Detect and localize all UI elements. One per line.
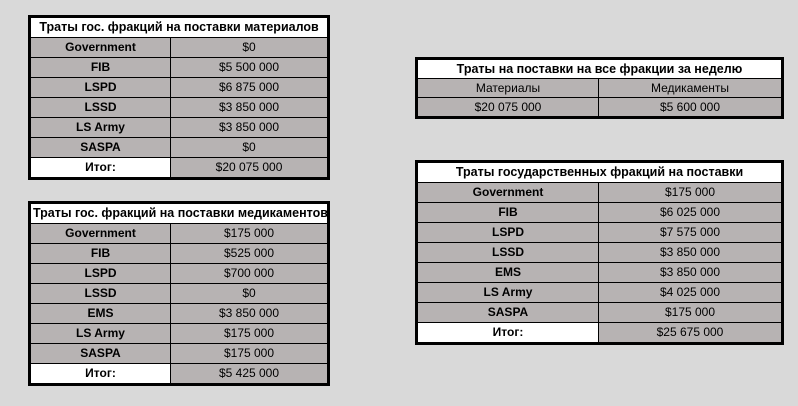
spending-value: $175 000 <box>171 324 329 344</box>
table-row <box>30 264 329 284</box>
spending-value: $525 000 <box>171 244 329 264</box>
faction-name: FIB <box>417 203 599 223</box>
spending-value: $6 025 000 <box>599 203 783 223</box>
faction-name: SASPA <box>30 138 171 158</box>
spending-value: $0 <box>171 38 329 58</box>
table-row <box>417 263 783 283</box>
header-row <box>417 79 783 98</box>
medicine-spending-table <box>28 201 330 386</box>
spending-value: $5 500 000 <box>171 58 329 78</box>
column-header-medicine: Медикаменты <box>599 79 783 98</box>
spending-value: $700 000 <box>171 264 329 284</box>
faction-name: Government <box>417 183 599 203</box>
spending-value: $3 850 000 <box>599 263 783 283</box>
spending-value: $175 000 <box>171 344 329 364</box>
table-row <box>417 283 783 303</box>
table-row <box>417 98 783 118</box>
table-row <box>30 224 329 244</box>
government-table-title: Траты государственных фракций на поставки <box>417 162 783 183</box>
spending-value: $7 575 000 <box>599 223 783 243</box>
table-row <box>30 324 329 344</box>
weekly-table-title: Траты на поставки на все фракции за неделю <box>417 59 783 79</box>
column-header-materials: Материалы <box>417 79 599 98</box>
faction-name: FIB <box>30 244 171 264</box>
faction-name: SASPA <box>30 344 171 364</box>
faction-name: LS Army <box>30 118 171 138</box>
materials-table-title: Траты гос. фракций на поставки материалов <box>30 17 329 38</box>
faction-name: SASPA <box>417 303 599 323</box>
spending-value: $3 850 000 <box>171 304 329 324</box>
spending-value: $4 025 000 <box>599 283 783 303</box>
faction-name: LS Army <box>417 283 599 303</box>
medicine-table-title: Траты гос. фракций на поставки медикаментов <box>30 203 329 224</box>
faction-name: EMS <box>30 304 171 324</box>
faction-name: LS Army <box>30 324 171 344</box>
faction-name: LSSD <box>30 284 171 304</box>
table-row <box>417 243 783 263</box>
total-value: $25 675 000 <box>599 323 783 344</box>
table-row <box>30 58 329 78</box>
table-row <box>417 183 783 203</box>
spending-value: $0 <box>171 138 329 158</box>
weekly-spending-table <box>415 57 784 119</box>
table-row <box>30 284 329 304</box>
table-row <box>30 38 329 58</box>
total-row <box>30 158 329 179</box>
faction-name: LSPD <box>30 264 171 284</box>
government-factions-spending-table <box>415 160 784 345</box>
table-row <box>30 344 329 364</box>
total-row <box>417 323 783 344</box>
spending-value: $175 000 <box>599 183 783 203</box>
spending-value: $175 000 <box>599 303 783 323</box>
faction-name: EMS <box>417 263 599 283</box>
spending-value: $3 850 000 <box>171 98 329 118</box>
faction-name: Government <box>30 224 171 244</box>
total-row <box>30 364 329 385</box>
spending-value: $6 875 000 <box>171 78 329 98</box>
table-row <box>417 203 783 223</box>
faction-name: Government <box>30 38 171 58</box>
spending-value: $3 850 000 <box>171 118 329 138</box>
spending-value: $3 850 000 <box>599 243 783 263</box>
materials-weekly-value: $20 075 000 <box>417 98 599 118</box>
faction-name: LSPD <box>417 223 599 243</box>
table-row <box>30 138 329 158</box>
total-value: $20 075 000 <box>171 158 329 179</box>
faction-name: LSSD <box>417 243 599 263</box>
total-label: Итог: <box>30 364 171 385</box>
medicine-weekly-value: $5 600 000 <box>599 98 783 118</box>
faction-name: LSPD <box>30 78 171 98</box>
table-row <box>30 98 329 118</box>
table-row <box>417 223 783 243</box>
spending-value: $0 <box>171 284 329 304</box>
total-value: $5 425 000 <box>171 364 329 385</box>
faction-name: FIB <box>30 58 171 78</box>
table-row <box>30 304 329 324</box>
table-row <box>30 244 329 264</box>
total-label: Итог: <box>417 323 599 344</box>
table-row <box>417 303 783 323</box>
table-row <box>30 78 329 98</box>
spending-value: $175 000 <box>171 224 329 244</box>
total-label: Итог: <box>30 158 171 179</box>
table-row <box>30 118 329 138</box>
materials-spending-table <box>28 15 330 180</box>
faction-name: LSSD <box>30 98 171 118</box>
